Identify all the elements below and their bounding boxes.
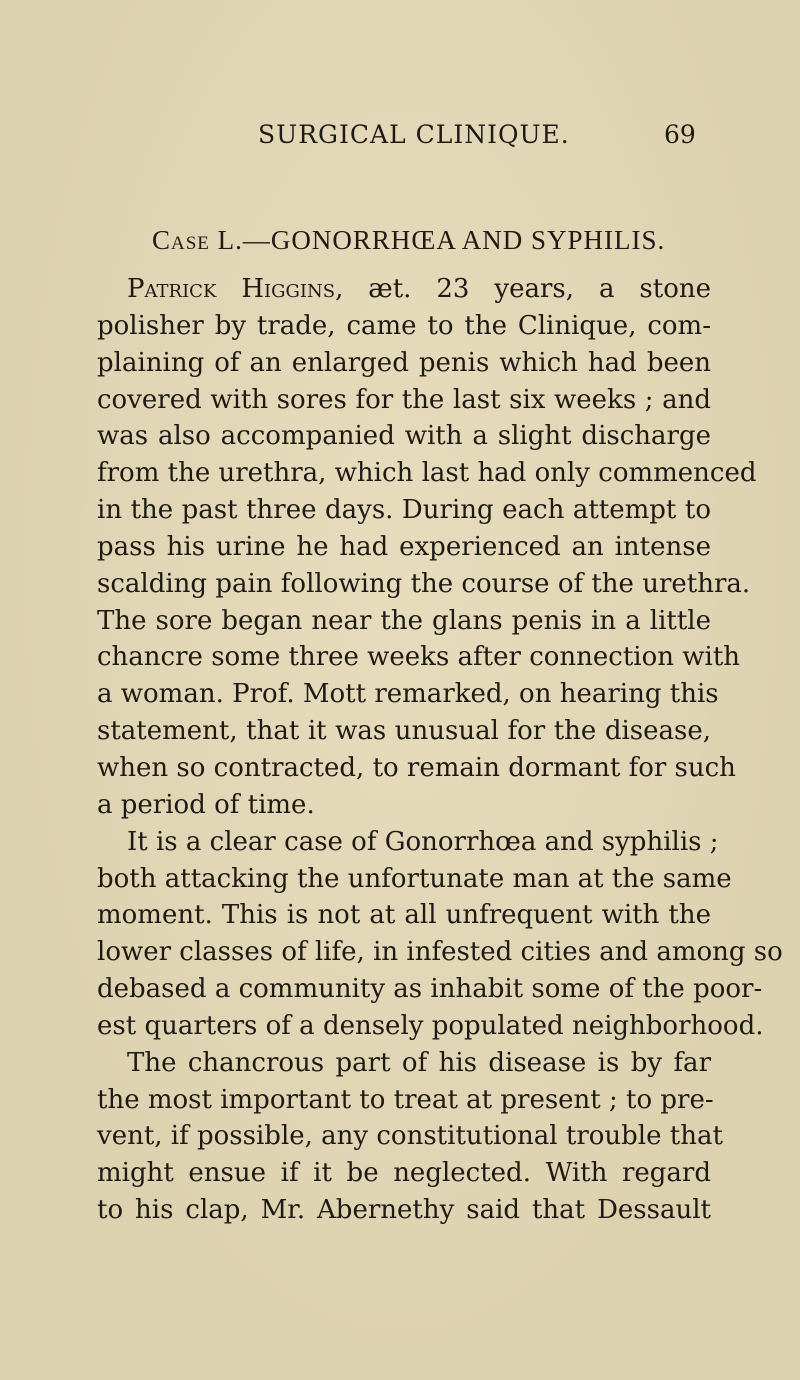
text-line: Patrick Higgins, æt. 23 years, a stone <box>127 274 711 304</box>
text-line: pass his urine he had experienced an intense <box>97 531 711 562</box>
text-line: vent, if possible, any constitutional trouble that <box>97 1121 723 1152</box>
text-line: The sore began near the glans penis in a little <box>97 605 711 636</box>
text-line: statement, that it was unusual for the disease, <box>97 716 711 747</box>
text-line: might ensue if it be neglected. With regard <box>97 1158 711 1189</box>
text-line: moment. This is not at all unfrequent with the <box>97 900 711 931</box>
text-line: The chancrous part of his disease is by far <box>127 1047 711 1078</box>
text-line: to his clap, Mr. Abernethy said that Dessault <box>97 1195 711 1226</box>
text-line: scalding pain following the course of the urethra. <box>97 568 751 599</box>
case-label: Case <box>152 225 210 255</box>
text-line: from the urethra, which last had only commenced <box>97 458 757 489</box>
text-line: in the past three days. During each attempt to <box>97 495 711 526</box>
text-line: est quarters of a densely populated neighborhood. <box>97 1010 764 1041</box>
running-title: SURGICAL CLINIQUE. <box>258 120 570 149</box>
page-number: 69 <box>664 120 696 149</box>
text-line: a woman. Prof. Mott remarked, on hearing this <box>97 679 719 710</box>
text-line: polisher by trade, came to the Clinique, com- <box>97 310 711 341</box>
text-line: the most important to treat at present ; to pre- <box>97 1084 714 1115</box>
text-line: a period of time. <box>97 789 315 820</box>
text-line: chancre some three weeks after connection with <box>97 642 741 673</box>
case-heading <box>152 225 665 256</box>
body-text <box>97 271 783 1229</box>
text-line: debased a community as inhabit some of the poor- <box>97 974 763 1005</box>
text-line: lower classes of life, in infested cities and among so <box>97 937 783 968</box>
text-line: both attacking the unfortunate man at the same <box>97 863 732 894</box>
case-title: —GONORRHŒA AND SYPHILIS. <box>242 225 666 255</box>
case-number: L. <box>217 225 243 255</box>
text-line: was also accompanied with a slight discharge <box>97 421 711 452</box>
text-line: It is a clear case of Gonorrhœa and syphilis ; <box>127 826 719 857</box>
patient-name: Patrick Higgins <box>127 274 336 304</box>
text-line: when so contracted, to remain dormant for such <box>97 752 736 783</box>
text-line: covered with sores for the last six weeks ; and <box>97 384 711 415</box>
running-head <box>0 120 800 160</box>
text-line: plaining of an enlarged penis which had been <box>97 347 711 378</box>
